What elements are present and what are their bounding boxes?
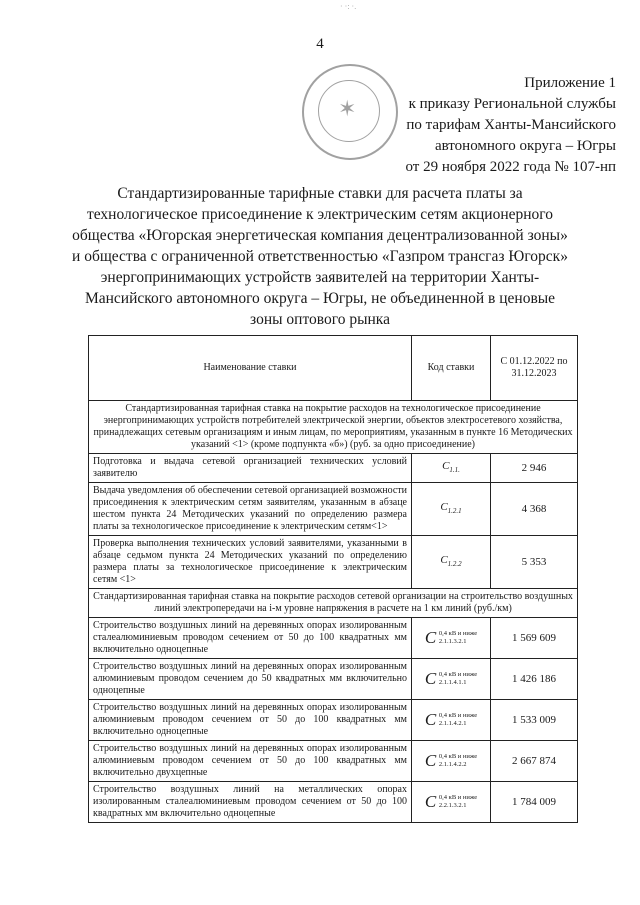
rate-value: 1 569 609: [491, 618, 578, 659]
rate-name: Строительство воздушных линий на металлических опорах изолированным сталеалюминиевым проводом сечением от 50 до 100 квадратных мм включительно одноцепные: [89, 782, 412, 823]
rate-name: Строительство воздушных линий на деревянных опорах изолированным сталеалюминиевым проводом сечением от 50 до 100 квадратных мм включительно одноцепные: [89, 618, 412, 659]
rate-code: $C_{1.2.1}$: [412, 483, 491, 536]
table-row: [89, 483, 578, 536]
rate-value: 1 784 009: [491, 782, 578, 823]
rate-code: C 0,4 кВ и ниже 2.1.1.4.1.1: [412, 659, 491, 700]
table-row: [89, 700, 578, 741]
header-code: Код ставки: [412, 336, 491, 401]
rate-name: Строительство воздушных линий на деревянных опорах изолированным алюминиевым проводом сечением от 50 до 100 квадратных мм включительно одноцепные: [89, 700, 412, 741]
appendix-line-1: Приложение 1: [524, 75, 616, 91]
section-2-title: Стандартизированная тарифная ставка на покрытие расходов сетевой организации на строительство воздушных линий электропередачи на i-м уровне напряжения в расчете на 1 км линий (руб./км): [89, 589, 578, 618]
appendix-line-3: по тарифам Ханты-Мансийского: [406, 117, 616, 133]
document-title: Стандартизированные тарифные ставки для расчета платы за технологическое присоединение к электрическим сетям акционерного общества «Югорская энергетическая компания децентрализованной зоны» и общества с ограниченной ответственностью «Газпром трансгаз Югорск» энергопринимающих устройств заявителей на территории Ханты-Мансийского автономного округа – Югры, не объединенной в ценовые зоны оптового рынка: [72, 185, 568, 328]
page-number: 4: [316, 36, 324, 52]
appendix-line-4: автономного округа – Югры: [434, 138, 616, 154]
table-header-row: [89, 336, 578, 401]
rates-table: [88, 335, 578, 823]
table-row: [89, 659, 578, 700]
rate-code: C 0,4 кВ и ниже 2.1.1.3.2.1: [412, 618, 491, 659]
appendix-line-5: от 29 ноября 2022 года № 107-нп: [405, 159, 616, 175]
appendix-line-2: к приказу Региональной службы: [408, 96, 616, 112]
table-row: [89, 782, 578, 823]
rate-code: $C_{1.2.2}$: [412, 536, 491, 589]
seal-emblem-icon: ✶: [338, 96, 357, 121]
rate-value: 5 353: [491, 536, 578, 589]
table-row: [89, 618, 578, 659]
scan-artifact: · ·: ·.: [340, 2, 357, 11]
section-1-title: Стандартизированная тарифная ставка на покрытие расходов на технологическое присоединение энергопринимающих устройств потребителей электрической энергии, объектов электросетевого хозяйства, принадлежащих сетевым организациям и иным лицам, по мероприятиям, указанным в пункте 16 Методических указаний <1> (кроме подпункта «б») (руб. за одно присоединение): [89, 401, 578, 454]
header-period: С 01.12.2022 по 31.12.2023: [491, 336, 578, 401]
rate-value: 4 368: [491, 483, 578, 536]
rate-name: Подготовка и выдача сетевой организацией технических условий заявителю: [89, 454, 412, 483]
rate-code: C 0,4 кВ и ниже 2.1.1.4.2.2: [412, 741, 491, 782]
table-row: [89, 454, 578, 483]
appendix-header: [356, 73, 616, 178]
rate-name: Строительство воздушных линий на деревянных опорах изолированным алюминиевым проводом сечением от 50 до 100 квадратных мм включительно двухцепные: [89, 741, 412, 782]
rate-name: Выдача уведомления об обеспечении сетевой организацией возможности присоединения к электрическим сетям заявителям, указанным в абзаце шестом пункта 24 Методических указаний по определению размера платы за технологическое присоединение к электрическим сетям<1>: [89, 483, 412, 536]
rate-code: C 0,4 кВ и ниже 2.1.1.4.2.1: [412, 700, 491, 741]
rate-value: 2 667 874: [491, 741, 578, 782]
section-row: [89, 401, 578, 454]
section-row: [89, 589, 578, 618]
rate-code: $C_{1.1.}$: [412, 454, 491, 483]
rate-code: C 0,4 кВ и ниже 2.2.1.3.2.1: [412, 782, 491, 823]
rate-value: 1 533 009: [491, 700, 578, 741]
rate-value: 1 426 186: [491, 659, 578, 700]
table-row: [89, 741, 578, 782]
table-row: [89, 536, 578, 589]
rate-name: Строительство воздушных линий на деревянных опорах изолированным алюминиевым проводом сечением до 50 квадратных мм включительно одноцепные: [89, 659, 412, 700]
rate-name: Проверка выполнения технических условий заявителями, указанными в абзаце седьмом пункта 24 Методических указаний по определению размера платы за технологическое присоединение к электрическим сетям <1>: [89, 536, 412, 589]
header-name: Наименование ставки: [89, 336, 412, 401]
rate-value: 2 946: [491, 454, 578, 483]
